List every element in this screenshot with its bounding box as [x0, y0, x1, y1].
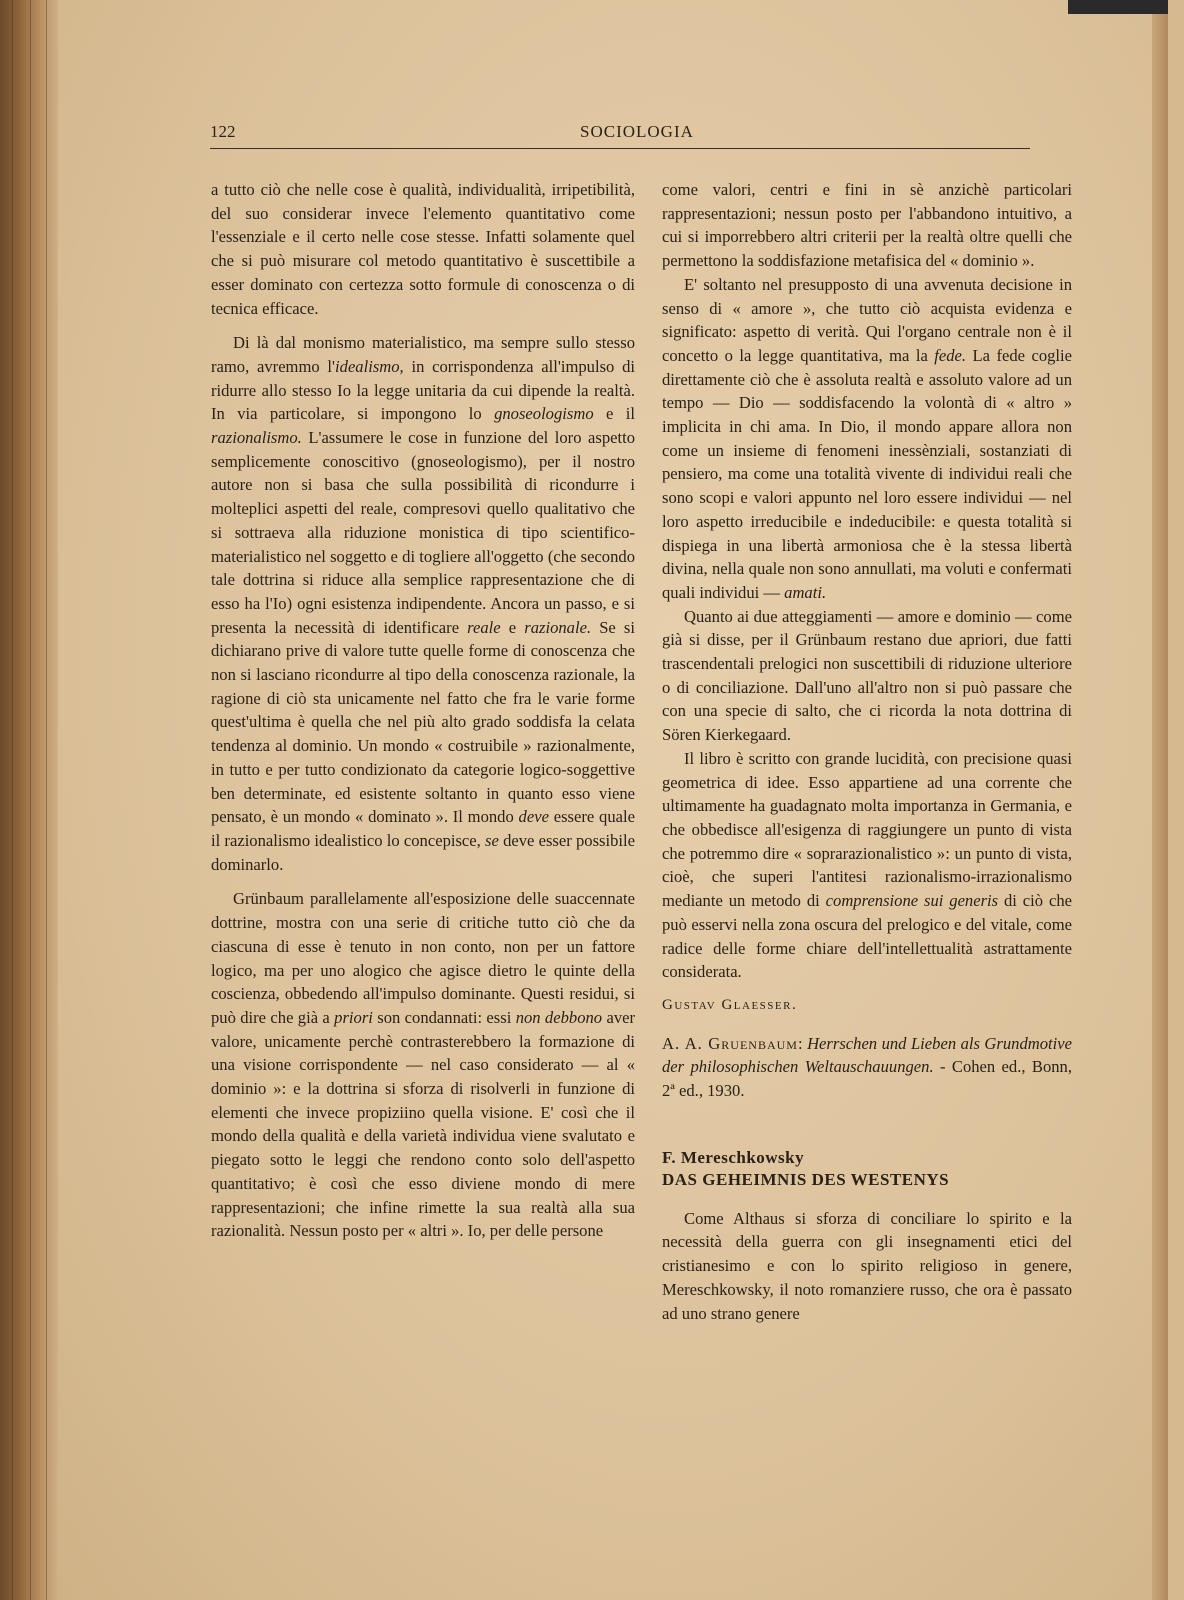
review-heading — [662, 1147, 1072, 1191]
paragraph: Grünbaum parallelamente all'esposizione delle suaccennate dottrine, mostra con una serie di critiche tutto ciò che da ciascuna di esse è tenuto in non conto, non per un fattore logico, ma per uno alogico che agisce dietro le quinte della coscienza, obbedendo all'impulso dominante. Questi residui, si può dire che già a priori son condannati: essi non debbono aver valore, unicamente perchè contrasterebbero la formazione di una visione corrispondente — nel caso considerato — al « dominio »: e la dottrina si sforza di risolverli in funzione di elementi che invece propiziino quella visione. E' così che il mondo della qualità e della varietà individua viene svalutato e piegato sotto le leggi che rendono conto solo dell'aspetto quantitativo; è così che esso diviene mondo di mere rappresentazioni; che infine rimette la sua realtà alla sua razionalità. Nessun posto per « altri ». Io, per delle persone — [211, 889, 636, 1241]
paragraph: a tutto ciò che nelle cose è qualità, individualità, irripetibilità, del suo considerar invece l'elemento quantitativo come l'essenziale e il certo nelle cose stesse. Infatti solamente quel che si può misurare col metodo quantitativo è suscettibile a esser dominato con certezza sotto formule di conoscenza o di tecnica efficace. — [211, 180, 635, 318]
scan-border — [1068, 0, 1168, 14]
review-title: DAS GEHEIMNIS DES WESTENYS — [662, 1169, 950, 1189]
book-binding — [0, 0, 58, 1600]
running-head — [210, 118, 1030, 149]
spine-line — [46, 0, 47, 1600]
page-number: 122 — [210, 122, 236, 141]
paragraph: Come Althaus si sforza di conciliare lo spirito e la necessità della guerra con gli insegnamenti etici del cristianesimo e con lo spirito religioso in genere, Mereschkowsky, il noto romanziere russo, che ora è passato ad uno strano genere — [662, 1208, 1072, 1323]
paragraph: Il libro è scritto con grande lucidità, con precisione quasi geometrica di idee. Esso appartiene ad una corrente che ultimamente ha guadagnato molta importanza in Germania, e che obbedisce all'esigenza di raggiungere un punto di vista che potremmo dire « soprarazionalistico »: un punto di vista, cioè, che superi l'antitesi razionalismo-irrazionalismo mediante un metodo di comprensione sui generis di ciò che può esservi nella zona oscura del prelogico e del vitale, come radice delle forme chiare dell'intellettualità astrattamente considerata. — [662, 748, 1073, 982]
left-column — [211, 178, 635, 1243]
book-reference: A. A. Gruenbaum: Herrschen und Lieben als Grundmotive der philosophischen Weltauschauungen. - Cohen ed., Bonn, 2ª ed., 1930. — [662, 1033, 1072, 1101]
paragraph: Di là dal monismo materialistico, ma sempre sullo stesso ramo, avremmo l'idealismo, in corrispondenza all'impulso di ridurre allo stesso Io la legge unitaria da cui dipende la realtà. In via particolare, si impongono lo gnoseologismo e il razionalismo. L'assumere le cose in funzione del loro aspetto semplicemente conoscitivo (gnoseologismo), per il nostro autore non si basa che sulla possibilità di ricondurre i molteplici aspetti del reale, compresovi quello qualitativo che si sottraeva alla riduzione monistica di tipo scientifico-materialistico nel soggetto e di togliere all'oggetto (che secondo tale dottrina si riduce alla semplice rappresentazione che di esso ha l'Io) ogni esistenza indipendente. Ancora un passo, e si presenta la necessità di identificare reale e razionale. Se si dichiarano prive di valore tutte quelle forme di conoscenza che non si lasciano ricondurre al tipo della conoscenza razionale, la ragione di ciò sta unicamente nel fatto che fra le varie forme quest'ultima è quella che nel più alto grado soddisfa la celata tendenza al dominio. Un mondo « costruibile » razionalmente, in tutto e per tutto condizionato da categorie logico-soggettive ben determinate, ed esistente soltanto in quanto esso viene pensato, è un mondo « dominato ». Il mondo deve essere quale il razionalismo idealistico lo concepisce, se deve esser possibile dominarlo. — [211, 333, 635, 874]
spine-line — [30, 0, 31, 1600]
reviewer-signature: Gustav Glaesser. — [662, 996, 798, 1013]
paragraph: Quanto ai due atteggiamenti — amore e dominio — come già si disse, per il Grünbaum restano due apriori, due fatti trascendentali prelogici non suscettibili di riduzione ulteriore o di conciliazione. Dall'uno all'altro non si può passare che con una specie di salto, che ci ricorda la nota dottrina di Sören Kierkegaard. — [662, 606, 1072, 745]
right-column — [662, 178, 1072, 1325]
spine-line — [12, 0, 13, 1600]
review-author: F. Mereschkowsky — [662, 1147, 805, 1167]
running-title: SOCIOLOGIA — [580, 122, 694, 141]
paragraph: E' soltanto nel presupposto di una avvenuta decisione in senso di « amore », che tutto ciò acquista evidenza e significato: aspetto di verità. Qui l'organo centrale non è il concetto o la legge quantitativa, ma la fede. La fede coglie direttamente ciò che è assoluta realtà e assoluto valore ad un tempo — Dio — soddisfacendo la volontà di « altro » implicita in chi ama. In Dio, il mondo appare allora non come un insieme di fenomeni inessènziali, sostanziati di pensiero, ma come una totalità vivente di individui reali che sono scopi e valori appunto nel loro essere individui — nel loro aspetto irreducibile e indeducibile: e questa totalità si dispiega in una libertà armoniosa che è la stessa libertà divina, nella quale non sono annullati, ma voluti e confermati quali individui — amati. — [662, 274, 1072, 602]
paragraph: come valori, centri e fini in sè anzichè particolari rappresentazioni; nessun posto per l'abbandono intuitivo, a cui si imporrebbero altri criterii per la realtà oltre quelli che permettono la soddisfazione metafisica del « dominio ». — [662, 180, 1072, 271]
page-edge — [1152, 0, 1168, 1600]
